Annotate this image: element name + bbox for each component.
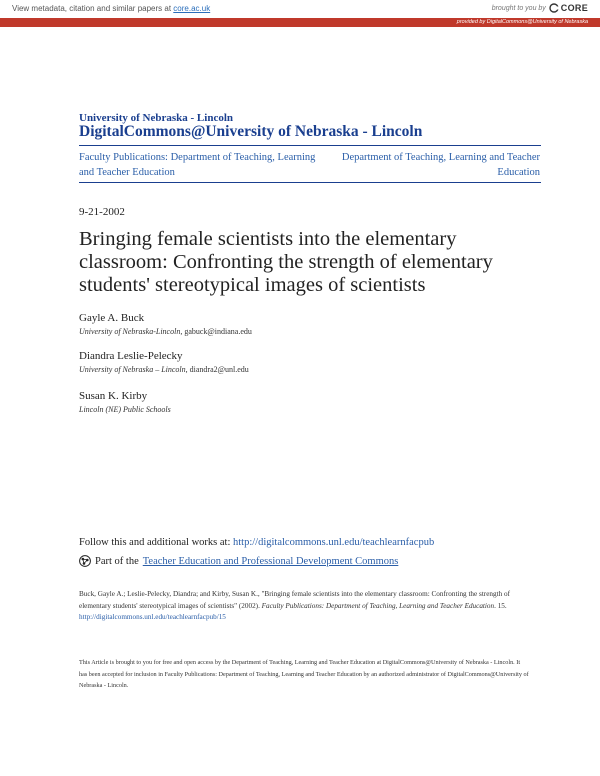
commons-link[interactable]: Teacher Education and Professional Development Commons — [142, 555, 399, 567]
follow-url-link[interactable]: http://digitalcommons.unl.edu/teachlearnfacpub — [233, 537, 435, 548]
author-affiliation — [79, 327, 252, 336]
header-divider-bottom — [79, 182, 541, 183]
brought-to-you-by — [492, 3, 588, 13]
affiliation-name: University of Nebraska – Lincoln — [79, 365, 186, 374]
view-metadata-text — [12, 4, 210, 13]
author-name: Susan K. Kirby — [79, 390, 148, 402]
affiliation-name: University of Nebraska-Lincoln — [79, 327, 181, 336]
provided-by-link[interactable]: provided by DigitalCommons@University of Nebraska — [456, 19, 588, 25]
author-1 — [79, 312, 252, 336]
author-email: , gabuck@indiana.edu — [180, 327, 252, 336]
citation-journal: Faculty Publications: Department of Teaching, Learning and Teacher Education — [261, 601, 495, 610]
header-divider-top — [79, 145, 541, 146]
author-2 — [79, 350, 249, 374]
follow-prefix: Follow this and additional works at: — [79, 537, 233, 548]
paper-title: Bringing female scientists into the elementary classroom: Confronting the strength of elementary students' stereotypical images of scientists — [79, 228, 493, 296]
network-icon — [79, 555, 91, 567]
collection-right-link[interactable]: Department of Teaching, Learning and Teacher Education — [341, 152, 540, 178]
provider-bar — [0, 18, 600, 27]
repository-title-link[interactable]: DigitalCommons@University of Nebraska - Lincoln — [79, 123, 423, 140]
core-banner — [0, 0, 600, 19]
author-affiliation — [79, 365, 249, 374]
citation-block — [79, 589, 524, 624]
author-email: , diandra2@unl.edu — [185, 365, 249, 374]
citation-number: . 15. — [494, 601, 507, 610]
author-name: Diandra Leslie-Pelecky — [79, 350, 183, 362]
publication-date: 9-21-2002 — [79, 206, 125, 218]
part-of — [79, 555, 398, 567]
author-affiliation — [79, 405, 171, 414]
affiliation-name: Lincoln (NE) Public Schools — [79, 405, 171, 414]
follow-works — [79, 537, 434, 548]
collection-left-link[interactable]: Faculty Publications: Department of Teaching, Learning and Teacher Education — [79, 152, 316, 178]
author-name: Gayle A. Buck — [79, 312, 145, 324]
access-notice: This Article is brought to you for free and open access by the Department of Teaching, Learning and Teacher Education at DigitalCommons@University of Nebraska - Lincoln. It has been accepted for inclusion in Faculty Publications: Department of Teaching, Learning and Teacher Education by an authorized administrator of DigitalCommons@University of Nebraska - Lincoln. — [79, 659, 529, 689]
university-link[interactable]: University of Nebraska - Lincoln — [79, 112, 233, 124]
core-logo[interactable] — [549, 3, 588, 13]
part-of-prefix: Part of the — [95, 555, 139, 567]
brought-by-label: brought to you by — [491, 4, 546, 12]
core-label: CORE — [560, 3, 588, 13]
citation-url-link[interactable]: http://digitalcommons.unl.edu/teachlearnfacpub/15 — [79, 613, 226, 621]
citation-text: Buck, Gayle A.; Leslie-Pelecky, Diandra; and Kirby, Susan K., "Bringing female scientists into the elementary classroom: Confronting the strength of elementary students' stereotypical images of scientists" (2002). — [79, 590, 510, 610]
author-3 — [79, 390, 171, 414]
core-icon — [549, 3, 559, 13]
core-ac-uk-link[interactable]: core.ac.uk — [173, 4, 211, 13]
view-metadata-label: View metadata, citation and similar papers at — [12, 4, 174, 13]
